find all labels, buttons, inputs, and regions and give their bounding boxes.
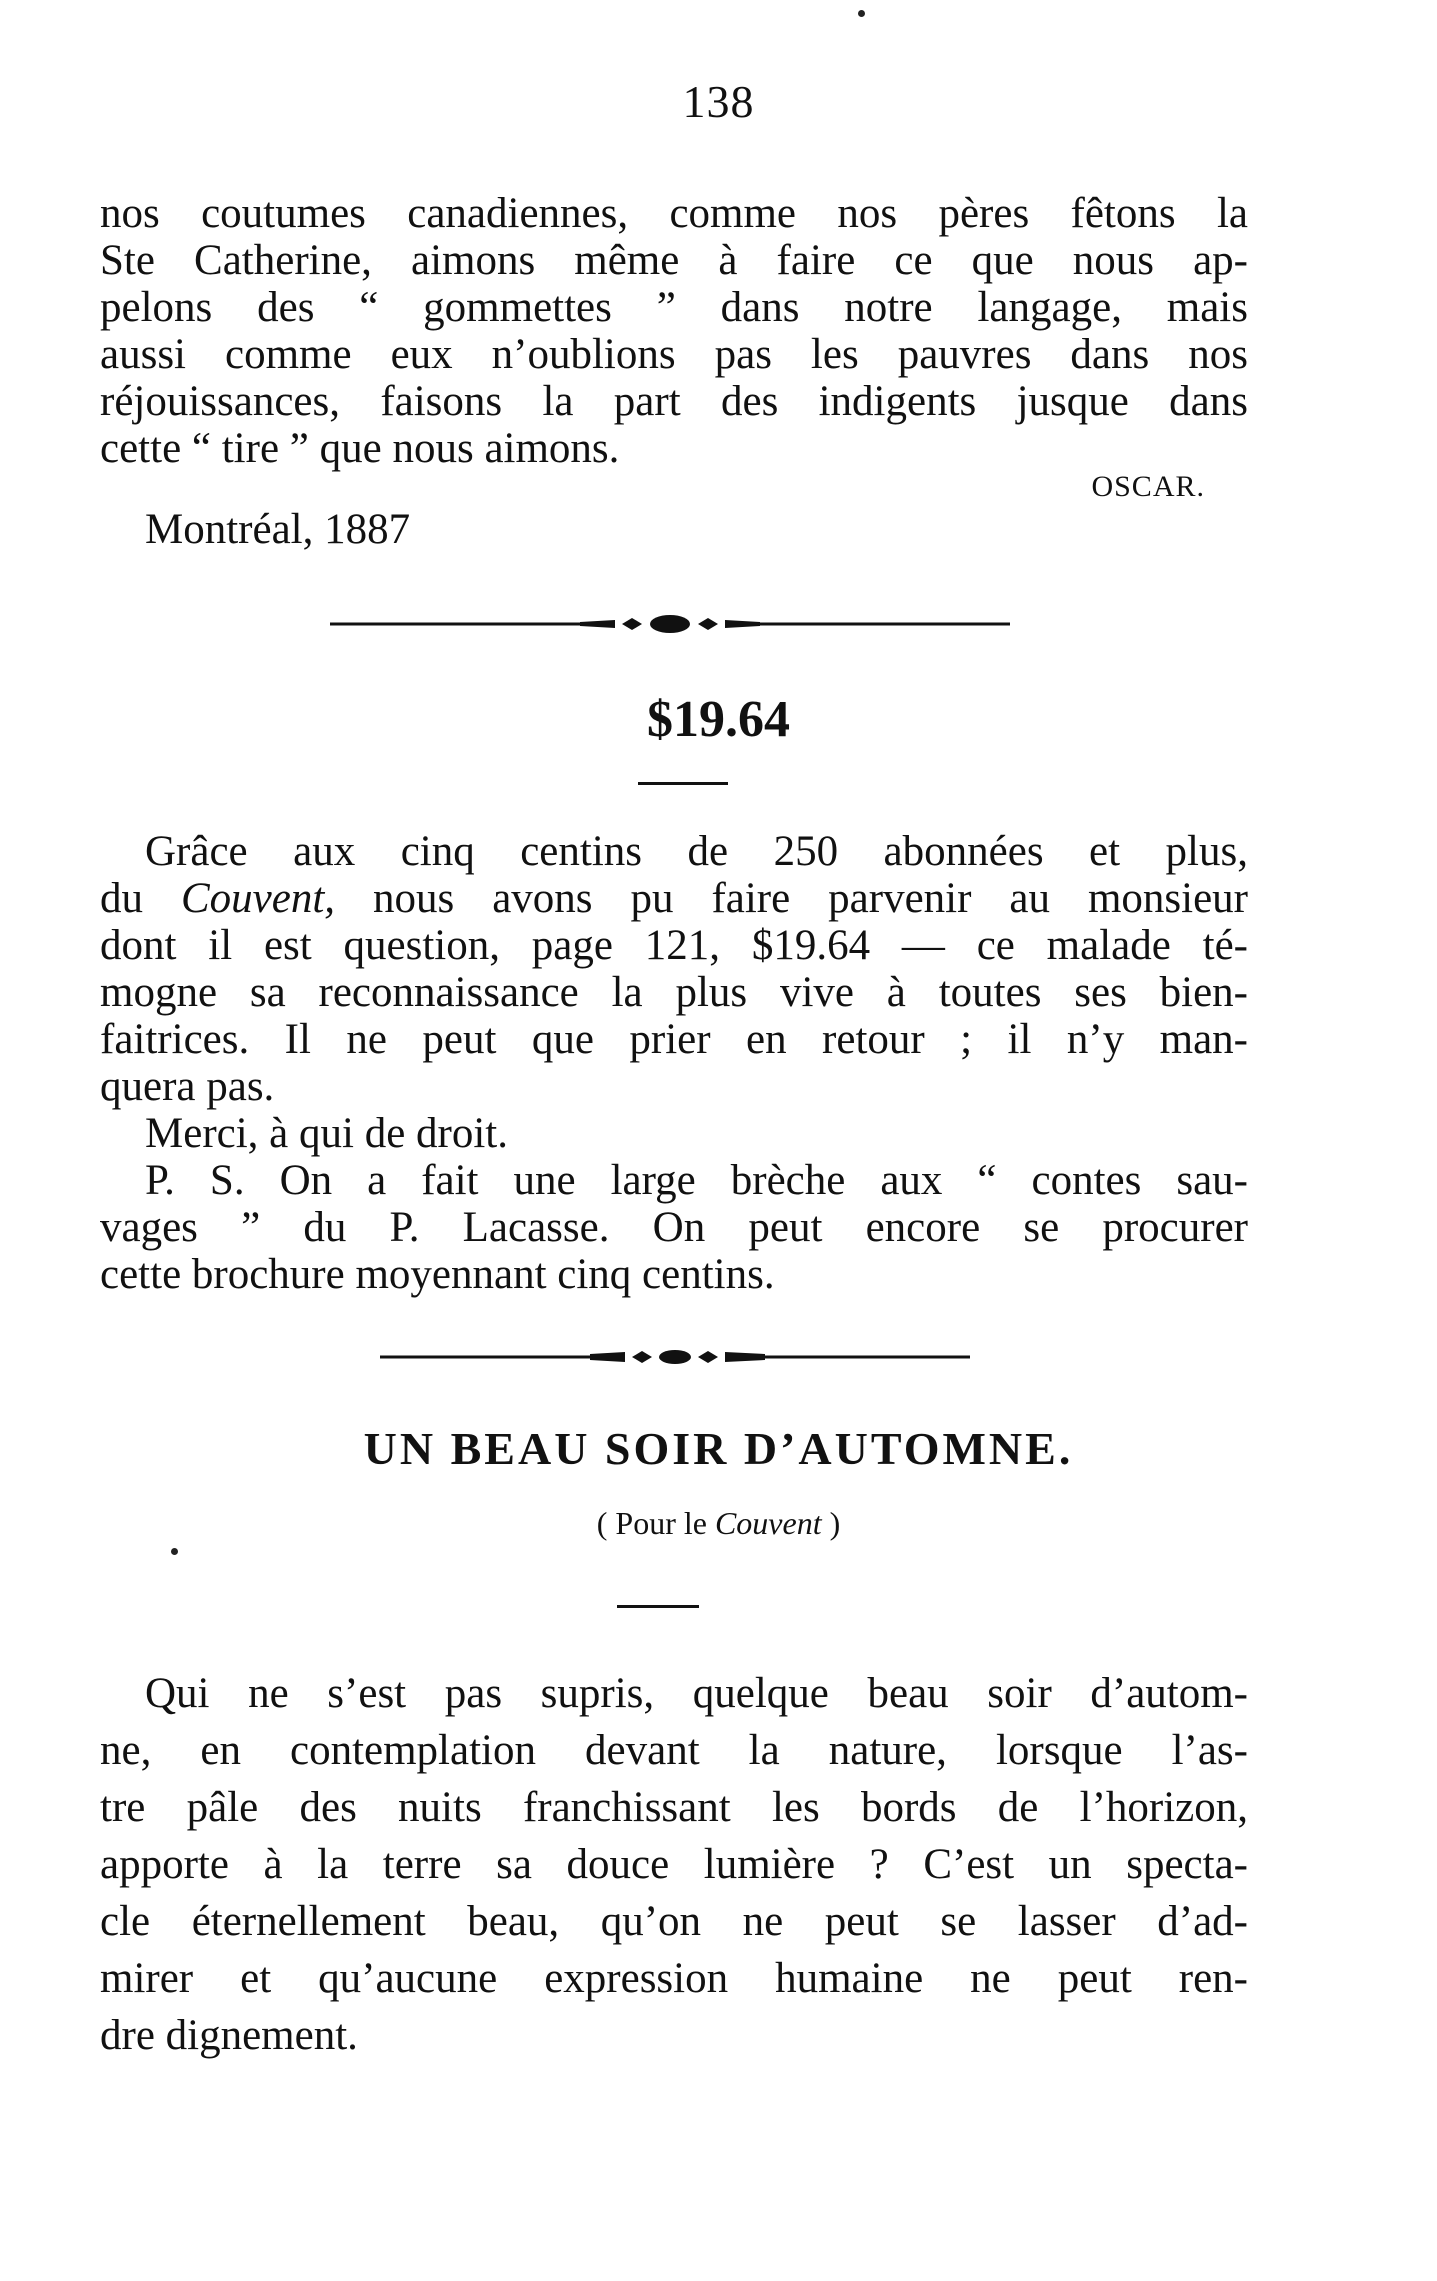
text-run: du <box>100 875 181 922</box>
donation-paragraph <box>100 828 1248 1298</box>
text-line: mirer et qu’aucune expression humaine ne peut ren- <box>100 1955 1248 2002</box>
text-line: tre pâle des nuits franchissant les bords de l’horizon, <box>100 1784 1248 1831</box>
postscript-line: P. S. On a fait une large brèche aux “ contes sau- <box>145 1157 1248 1204</box>
text-line <box>100 875 1248 922</box>
text-line: apporte à la terre sa douce lumière ? C’est un specta- <box>100 1841 1248 1888</box>
place-date: Montréal, 1887 <box>145 506 411 553</box>
text-line: cle éternellement beau, qu’on ne peut se lasser d’ad- <box>100 1898 1248 1945</box>
text-line: cette “ tire ” que nous aimons. <box>100 425 620 472</box>
subtitle-close: ) <box>821 1505 841 1541</box>
postscript-line: cette brochure moyennant cinq centins. <box>100 1251 775 1298</box>
text-line: Grâce aux cinq centins de 250 abonnées et plus, <box>145 828 1248 875</box>
periodical-title: Couvent <box>714 1505 822 1541</box>
text-run: nous avons pu faire parvenir au monsieur <box>335 875 1248 922</box>
text-line: dre dignement. <box>100 2012 358 2059</box>
text-line: mogne sa reconnaissance la plus vive à toutes ses bien- <box>100 969 1248 1016</box>
postscript-line: vages ” du P. Lacasse. On peut encore se procurer <box>100 1204 1248 1251</box>
text-line: quera pas. <box>100 1063 275 1110</box>
text-line: faitrices. Il ne peut que prier en retour ; il n’y man- <box>100 1016 1248 1063</box>
print-speck <box>858 10 865 17</box>
short-rule <box>617 1605 699 1608</box>
text-line: dont il est question, page 121, $19.64 — ce malade té- <box>100 922 1248 969</box>
subtitle-open: ( Pour le <box>596 1505 715 1541</box>
article-title: UN BEAU SOIR D’AUTOMNE. <box>363 1423 1074 1474</box>
periodical-title: Couvent, <box>180 875 336 922</box>
article-subtitle <box>0 1505 1437 1542</box>
article-paragraph <box>100 1665 1248 2064</box>
print-speck <box>171 1548 178 1555</box>
ornamental-divider <box>380 1345 970 1369</box>
text-line: pelons des “ gommettes ” dans notre langage, mais <box>100 284 1248 331</box>
amount-heading: $19.64 <box>647 691 790 748</box>
text-line: nos coutumes canadiennes, comme nos pères fêtons la <box>100 190 1248 237</box>
page-number: 138 <box>682 76 755 127</box>
letter-paragraph <box>100 190 1248 472</box>
text-line: Ste Catherine, aimons même à faire ce que nous ap- <box>100 237 1248 284</box>
thanks-line: Merci, à qui de droit. <box>145 1110 509 1157</box>
text-line: Qui ne s’est pas supris, quelque beau soir d’autom- <box>145 1670 1248 1717</box>
text-line: aussi comme eux n’oublions pas les pauvres dans nos <box>100 331 1248 378</box>
short-rule <box>638 782 728 785</box>
text-line: ne, en contemplation devant la nature, lorsque l’as- <box>100 1727 1248 1774</box>
text-line: réjouissances, faisons la part des indigents jusque dans <box>100 378 1248 425</box>
ornamental-divider <box>330 612 1010 636</box>
signature: OSCAR. <box>1091 470 1205 503</box>
